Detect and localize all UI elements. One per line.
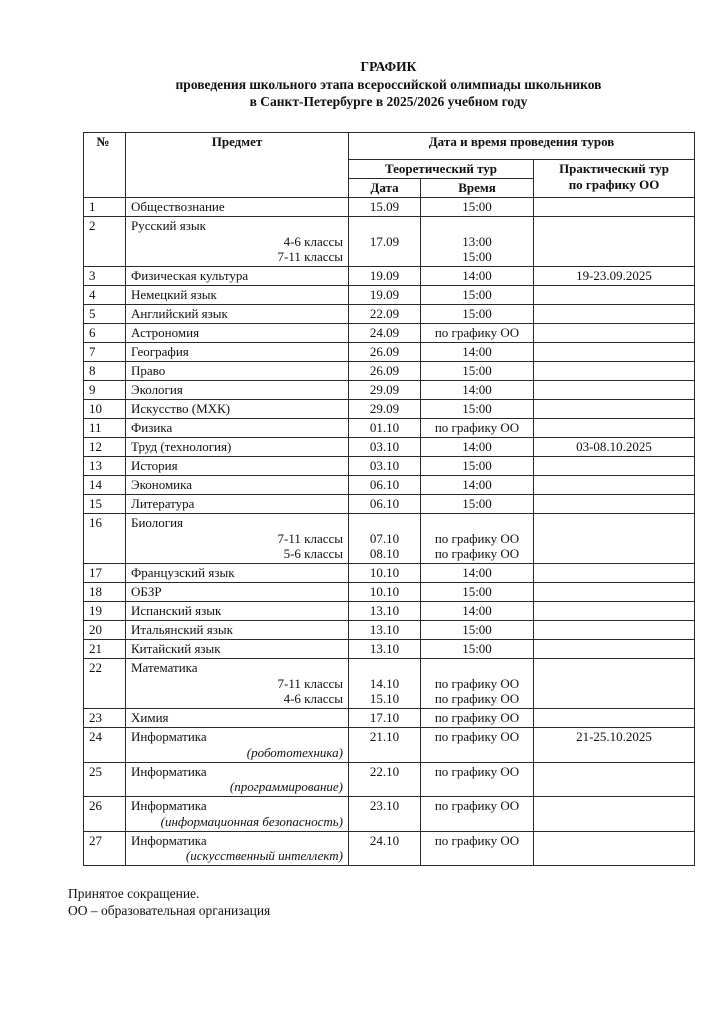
- row-time: по графику ОО: [421, 831, 534, 866]
- row-subject: Китайский язык: [126, 640, 349, 659]
- row-practical: [534, 762, 695, 797]
- row-time: по графику ОО по графику ОО: [421, 514, 534, 564]
- header-practical: [534, 160, 695, 198]
- row-subject: Биология 7-11 классы 5-6 классы: [126, 514, 349, 564]
- header-subject: Предмет: [126, 132, 349, 198]
- row-date: 14.10 15.10: [349, 659, 421, 709]
- row-practical: [534, 709, 695, 728]
- row-date: 10.10: [349, 564, 421, 583]
- title-line-2: проведения школьного этапа всероссийской олимпиады школьников: [175, 76, 602, 92]
- row-num: 22: [84, 659, 126, 709]
- schedule-table: [83, 132, 695, 867]
- row-practical: [534, 381, 695, 400]
- row-subject: Астрономия: [126, 324, 349, 343]
- row-num: 24: [84, 728, 126, 763]
- row-date: 17.09: [349, 217, 421, 267]
- row-num: 3: [84, 267, 126, 286]
- row-num: 10: [84, 400, 126, 419]
- row-subject: Русский язык 4-6 классы 7-11 классы: [126, 217, 349, 267]
- row-date: 03.10: [349, 438, 421, 457]
- footer-line-1: Принятое сокращение.: [68, 886, 200, 901]
- row-num: 18: [84, 583, 126, 602]
- row-subject: Физическая культура: [126, 267, 349, 286]
- title-line-1: ГРАФИК: [360, 59, 417, 74]
- row-num: 4: [84, 286, 126, 305]
- row-time: 15:00: [421, 305, 534, 324]
- row-practical: 21-25.10.2025: [534, 728, 695, 763]
- table-row: [84, 659, 695, 709]
- row-practical: [534, 305, 695, 324]
- row-time: 14:00: [421, 602, 534, 621]
- table-row: [84, 381, 695, 400]
- row-subject: История: [126, 457, 349, 476]
- row-date: 13.10: [349, 621, 421, 640]
- row-time: 14:00: [421, 267, 534, 286]
- header-practical-line-2: по графику ОО: [568, 176, 660, 192]
- row-practical: [534, 602, 695, 621]
- row-practical: 03-08.10.2025: [534, 438, 695, 457]
- row-num: 6: [84, 324, 126, 343]
- table-row: [84, 400, 695, 419]
- row-date: 21.10: [349, 728, 421, 763]
- header-row-1: [84, 132, 695, 160]
- table-row: [84, 198, 695, 217]
- table-row: [84, 797, 695, 832]
- row-date: 15.09: [349, 198, 421, 217]
- row-subject: ОБЗР: [126, 583, 349, 602]
- row-subject: Информатика (робототехника): [126, 728, 349, 763]
- row-time: 15:00: [421, 621, 534, 640]
- table-row: [84, 286, 695, 305]
- row-date: 10.10: [349, 583, 421, 602]
- row-num: 12: [84, 438, 126, 457]
- row-time: 14:00: [421, 438, 534, 457]
- row-practical: 19-23.09.2025: [534, 267, 695, 286]
- table-row: [84, 362, 695, 381]
- row-practical: [534, 343, 695, 362]
- row-subject: Испанский язык: [126, 602, 349, 621]
- table-row: [84, 762, 695, 797]
- row-num: 17: [84, 564, 126, 583]
- row-date: 22.10: [349, 762, 421, 797]
- row-subject: Экология: [126, 381, 349, 400]
- row-num: 25: [84, 762, 126, 797]
- row-num: 15: [84, 495, 126, 514]
- table-row: [84, 602, 695, 621]
- header-theoretical: Теоретический тур: [349, 160, 534, 179]
- document-title: [83, 58, 694, 111]
- row-time: по графику ОО: [421, 797, 534, 832]
- row-date: 13.10: [349, 602, 421, 621]
- row-subject: Труд (технология): [126, 438, 349, 457]
- row-date: 23.10: [349, 797, 421, 832]
- table-row: [84, 476, 695, 495]
- row-subject: Обществознание: [126, 198, 349, 217]
- row-time: 15:00: [421, 640, 534, 659]
- row-subject: Математика 7-11 классы 4-6 классы: [126, 659, 349, 709]
- row-num: 7: [84, 343, 126, 362]
- row-practical: [534, 457, 695, 476]
- row-practical: [534, 621, 695, 640]
- row-practical: [534, 495, 695, 514]
- table-row: [84, 305, 695, 324]
- header-date: Дата: [349, 179, 421, 198]
- row-date: 06.10: [349, 476, 421, 495]
- row-practical: [534, 400, 695, 419]
- row-time: по графику ОО: [421, 709, 534, 728]
- row-date: 24.09: [349, 324, 421, 343]
- row-num: 21: [84, 640, 126, 659]
- row-practical: [534, 583, 695, 602]
- row-time: 15:00: [421, 400, 534, 419]
- table-row: [84, 583, 695, 602]
- table-row: [84, 495, 695, 514]
- table-body: [84, 198, 695, 866]
- row-subject: Английский язык: [126, 305, 349, 324]
- footer-note: [68, 885, 694, 919]
- row-date: 26.09: [349, 362, 421, 381]
- row-num: 9: [84, 381, 126, 400]
- row-time: 15:00: [421, 495, 534, 514]
- row-practical: [534, 831, 695, 866]
- row-subject: Экономика: [126, 476, 349, 495]
- row-practical: [534, 286, 695, 305]
- header-time: Время: [421, 179, 534, 198]
- row-date: 29.09: [349, 400, 421, 419]
- table-row: [84, 831, 695, 866]
- row-practical: [534, 362, 695, 381]
- table-row: [84, 217, 695, 267]
- row-subject: Итальянский язык: [126, 621, 349, 640]
- row-time: 15:00: [421, 362, 534, 381]
- row-num: 11: [84, 419, 126, 438]
- row-time: по графику ОО: [421, 419, 534, 438]
- row-date: 17.10: [349, 709, 421, 728]
- row-date: 01.10: [349, 419, 421, 438]
- table-row: [84, 564, 695, 583]
- table-row: [84, 709, 695, 728]
- table-row: [84, 267, 695, 286]
- row-time: 15:00: [421, 286, 534, 305]
- table-row: [84, 419, 695, 438]
- row-practical: [534, 797, 695, 832]
- row-subject: География: [126, 343, 349, 362]
- row-num: 20: [84, 621, 126, 640]
- row-time: 14:00: [421, 476, 534, 495]
- row-time: по графику ОО: [421, 728, 534, 763]
- row-practical: [534, 198, 695, 217]
- row-date: 07.10 08.10: [349, 514, 421, 564]
- row-subject: Химия: [126, 709, 349, 728]
- table-row: [84, 343, 695, 362]
- row-practical: [534, 476, 695, 495]
- row-time: по графику ОО: [421, 324, 534, 343]
- table-row: [84, 514, 695, 564]
- table-row: [84, 324, 695, 343]
- row-practical: [534, 217, 695, 267]
- row-practical: [534, 659, 695, 709]
- row-num: 27: [84, 831, 126, 866]
- document-content: [68, 58, 694, 919]
- row-num: 19: [84, 602, 126, 621]
- table-header: [84, 132, 695, 198]
- row-subject: Право: [126, 362, 349, 381]
- row-num: 13: [84, 457, 126, 476]
- row-subject: Информатика (программирование): [126, 762, 349, 797]
- row-date: 22.09: [349, 305, 421, 324]
- row-num: 5: [84, 305, 126, 324]
- row-date: 03.10: [349, 457, 421, 476]
- row-date: 19.09: [349, 286, 421, 305]
- row-subject: Немецкий язык: [126, 286, 349, 305]
- row-num: 26: [84, 797, 126, 832]
- row-num: 8: [84, 362, 126, 381]
- row-subject: Информатика (информационная безопасность): [126, 797, 349, 832]
- row-subject: Физика: [126, 419, 349, 438]
- row-practical: [534, 514, 695, 564]
- row-time: 15:00: [421, 583, 534, 602]
- table-row: [84, 438, 695, 457]
- row-date: 26.09: [349, 343, 421, 362]
- row-time: по графику ОО: [421, 762, 534, 797]
- row-date: 13.10: [349, 640, 421, 659]
- row-time: 14:00: [421, 564, 534, 583]
- row-subject: Французский язык: [126, 564, 349, 583]
- row-num: 23: [84, 709, 126, 728]
- footer-line-2: ОО – образовательная организация: [68, 903, 271, 918]
- row-date: 29.09: [349, 381, 421, 400]
- row-date: 19.09: [349, 267, 421, 286]
- row-num: 2: [84, 217, 126, 267]
- table-row: [84, 621, 695, 640]
- row-practical: [534, 419, 695, 438]
- row-time: по графику ОО по графику ОО: [421, 659, 534, 709]
- row-time: 14:00: [421, 343, 534, 362]
- table-row: [84, 728, 695, 763]
- row-subject: Литература: [126, 495, 349, 514]
- table-row: [84, 457, 695, 476]
- row-time: 14:00: [421, 381, 534, 400]
- row-time: 13:00 15:00: [421, 217, 534, 267]
- header-datetime: Дата и время проведения туров: [349, 132, 695, 160]
- row-subject: Информатика (искусственный интеллект): [126, 831, 349, 866]
- header-num: №: [84, 132, 126, 198]
- row-time: 15:00: [421, 198, 534, 217]
- row-num: 14: [84, 476, 126, 495]
- table-row: [84, 640, 695, 659]
- header-practical-line-1: Практический тур: [559, 161, 669, 176]
- row-num: 16: [84, 514, 126, 564]
- row-date: 06.10: [349, 495, 421, 514]
- row-practical: [534, 640, 695, 659]
- title-line-3: в Санкт-Петербурге в 2025/2026 учебном году: [249, 94, 528, 109]
- row-num: 1: [84, 198, 126, 217]
- row-practical: [534, 564, 695, 583]
- row-subject: Искусство (МХК): [126, 400, 349, 419]
- row-date: 24.10: [349, 831, 421, 866]
- row-practical: [534, 324, 695, 343]
- row-time: 15:00: [421, 457, 534, 476]
